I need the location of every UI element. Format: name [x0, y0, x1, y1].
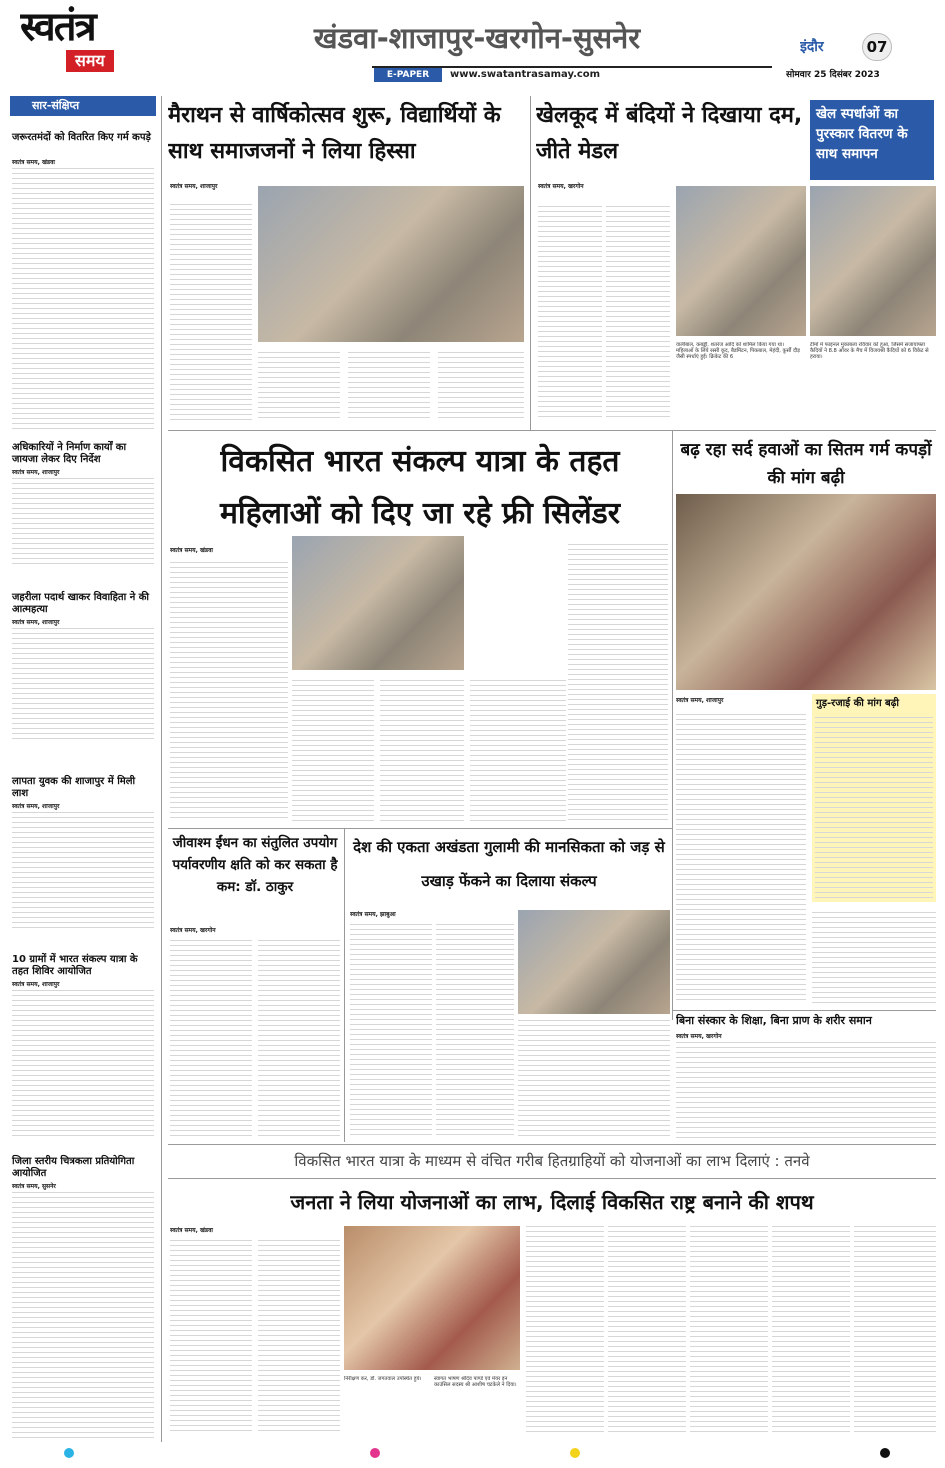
sidebar-body-6	[12, 1192, 154, 1440]
unity-headline[interactable]: देश की एकता अखंडता गुलामी की मानसिकता को जड़ से उखाड़ फेंकने का दिलाया संकल्प	[353, 838, 665, 890]
divider-h-1	[168, 430, 936, 431]
oath-col-5	[690, 1226, 768, 1432]
oath-headline[interactable]: जनता ने लिया योजनाओं का लाभ, दिलाई विकसित राष्ट्र बनाने की शपथ	[290, 1190, 814, 1214]
cylinder-kicker: स्वतंत्र समय, खंडवा	[170, 547, 213, 554]
masthead-logo[interactable]	[20, 6, 124, 82]
sanskar-kicker: स्वतंत्र समय, खरगोन	[676, 1033, 722, 1040]
unity-col-1	[350, 924, 432, 1136]
divider-h-4	[168, 1144, 936, 1145]
marathon-col-1	[170, 204, 252, 420]
cold-box-body	[815, 717, 933, 899]
sidebar-body-5	[12, 990, 154, 1140]
unity-col-3	[518, 1020, 670, 1136]
sports-kicker: स्वतंत्र समय, खरगोन	[538, 183, 584, 190]
sidebar-kicker-3: स्वतंत्र समय, शाजापुर	[12, 619, 60, 626]
sidebar	[10, 96, 156, 1442]
cold-photo	[676, 494, 936, 690]
marathon-col-2	[258, 352, 340, 420]
cylinder-col-1	[170, 562, 288, 822]
cylinder-col-2	[292, 680, 374, 822]
edition-title: खंडवा-शाजापुर-खरगोन-सुसनेर	[313, 21, 641, 55]
cold-col-2	[812, 912, 936, 1004]
unity-col-2	[436, 924, 514, 1136]
sidebar-body-3	[12, 628, 154, 740]
divider-h-3	[672, 1010, 936, 1011]
fuel-col-1	[170, 940, 252, 1136]
cold-kicker: स्वतंत्र समय, शाजापुर	[676, 697, 724, 704]
cold-col-1	[676, 714, 806, 1004]
sidebar-kicker-1: स्वतंत्र समय, खंडवा	[12, 159, 55, 166]
divider-h-5	[168, 1178, 936, 1179]
sidebar-kicker-4: स्वतंत्र समय, शाजापुर	[12, 803, 60, 810]
oath-col-2	[258, 1240, 340, 1432]
sports-photo-2	[810, 186, 936, 336]
sidebar-kicker-2: स्वतंत्र समय, शाजापुर	[12, 469, 60, 476]
oath-col-6	[772, 1226, 850, 1432]
cylinder-col-4	[470, 680, 566, 822]
fuel-col-2	[258, 940, 340, 1136]
marathon-photo	[258, 186, 524, 342]
banner-headline[interactable]: विकसित भारत यात्रा के माध्यम से वंचित गरीब हितग्राहियों को योजनाओं का लाभ दिलाएं : तनवे	[294, 1152, 810, 1170]
sidebar-kicker-5: स्वतंत्र समय, शाजापुर	[12, 981, 60, 988]
registration-mark-magenta	[370, 1448, 380, 1458]
sidebar-title: सार-संक्षिप्त	[10, 96, 156, 116]
sidebar-headline-1[interactable]: जरूरतमंदों को वितरित किए गर्म कपड़े	[12, 132, 151, 143]
oath-col-7	[854, 1226, 936, 1432]
registration-mark-yellow	[570, 1448, 580, 1458]
oath-photo	[344, 1226, 520, 1370]
marathon-headline[interactable]: मैराथन से वार्षिकोत्सव शुरू, विद्यार्थियों के साथ समाजजनों ने लिया हिस्सा	[168, 103, 501, 164]
logo-subtitle: समय	[66, 50, 114, 72]
cylinder-col-5	[568, 544, 668, 822]
sports-col-2	[606, 206, 670, 420]
cylinder-headline[interactable]: विकसित भारत संकल्प यात्रा के तहत महिलाओं को दिए जा रहे फ्री सिलेंडर	[219, 444, 621, 531]
sidebar-headline-5[interactable]: 10 ग्रामों में भारत संकल्प यात्रा के तहत शिविर आयोजित	[12, 954, 138, 977]
oath-col-4	[608, 1226, 686, 1432]
marathon-col-4	[438, 352, 524, 420]
sidebar-body-4	[12, 812, 154, 932]
oath-kicker: स्वतंत्र समय, खंडवा	[170, 1227, 213, 1234]
column-divider	[161, 96, 162, 1442]
issue-date: सोमवार 25 दिसंबर 2023	[786, 70, 880, 80]
sanskar-headline[interactable]: बिना संस्कार के शिक्षा, बिना प्राण के शरीर समान	[676, 1014, 872, 1027]
divider-v-1	[530, 96, 531, 430]
oath-col-3	[526, 1226, 604, 1432]
registration-mark-cyan	[64, 1448, 74, 1458]
logo-wordmark: स्वतंत्र	[20, 6, 95, 50]
cylinder-photo	[292, 536, 464, 670]
divider-v-2	[672, 430, 673, 1020]
registration-mark-black	[880, 1448, 890, 1458]
cold-headline[interactable]: बढ़ रहा सर्द हवाओं का सितम गर्म कपड़ों की मांग बढ़ी	[680, 440, 932, 488]
page-number: 07	[862, 33, 892, 61]
unity-kicker: स्वतंत्र समय, झाबुआ	[350, 911, 396, 918]
marathon-kicker: स्वतंत्र समय, शाजापुर	[170, 183, 218, 190]
oath-col-1	[170, 1240, 252, 1432]
city-label: इंदौर	[800, 39, 824, 55]
cold-box	[812, 714, 936, 902]
sports-photo-1	[676, 186, 806, 336]
unity-photo	[518, 910, 670, 1014]
sports-caption-2: टीमों में फाइनल मुकाबला रविवार को हुआ, जिसमें सजायाफ्ता कैदियों ने 8.8 ओवर के मैच में विजयश्री कैदियों को 6 विकेट से हराया।	[810, 342, 929, 360]
sidebar-kicker-6: स्वतंत्र समय, सुसनेर	[12, 1183, 56, 1190]
sidebar-headline-3[interactable]: जहरीला पदार्थ खाकर विवाहिता ने की आत्महत्या	[12, 592, 150, 615]
fuel-headline[interactable]: जीवाश्म ईंधन का संतुलित उपयोग पर्यावरणीय क्षति को कर सकता है कम: डॉ. ठाकुर	[172, 835, 338, 895]
marathon-col-3	[348, 352, 430, 420]
divider-v-3	[344, 828, 345, 1142]
fuel-kicker: स्वतंत्र समय, खरगोन	[170, 927, 216, 934]
sanskar-body	[676, 1042, 936, 1138]
sports-col-1	[538, 206, 602, 420]
sidebar-body-1	[12, 168, 154, 430]
sidebar-headline-4[interactable]: लापता युवक की शाजापुर में मिली लाश	[12, 776, 136, 799]
oath-caption-1: निरीक्षण कर, डॉ. जगतवाल उपस्थित हुये।	[344, 1376, 422, 1382]
divider-h-2	[168, 828, 672, 829]
cold-box-headline: गुड़-रजाई की मांग बढ़ी	[812, 694, 936, 714]
cylinder-col-3	[380, 680, 464, 822]
prize-headline[interactable]: खेल स्पर्धाओं का पुरस्कार वितरण के साथ समापन	[810, 100, 934, 180]
sidebar-body-2	[12, 478, 154, 564]
sidebar-headline-6[interactable]: जिला स्तरीय चित्रकला प्रतियोगिता आयोजित	[12, 1156, 135, 1179]
sidebar-headline-2[interactable]: अधिकारियों ने निर्माण कार्यों का जायजा लेकर दिए निर्देश	[12, 442, 127, 465]
epaper-tag: E-PAPER	[374, 68, 442, 82]
website-link[interactable]: www.swatantrasamay.com	[450, 69, 601, 80]
oath-caption-2: स्वागत भाषण श्रीदेव पाण्डे एवं मेयर इन काउंसिल सदस्य श्री आशीष चटकेले ने दिया।	[434, 1376, 517, 1388]
sports-headline[interactable]: खेलकूद में बंदियों ने दिखाया दम, जीते मेडल	[536, 103, 803, 164]
sports-caption-1: वालीबाल, कबड्डी, शतरंज आदि को शामिल किया गया था। महिलाओं के लिये रस्सी कूद, बैडमिंटन, पिकबाल, मेहंदी, कुर्सी दौड़ जैसी स्पर्धाएं हुईं। क्रिकेट की 6	[676, 342, 800, 360]
